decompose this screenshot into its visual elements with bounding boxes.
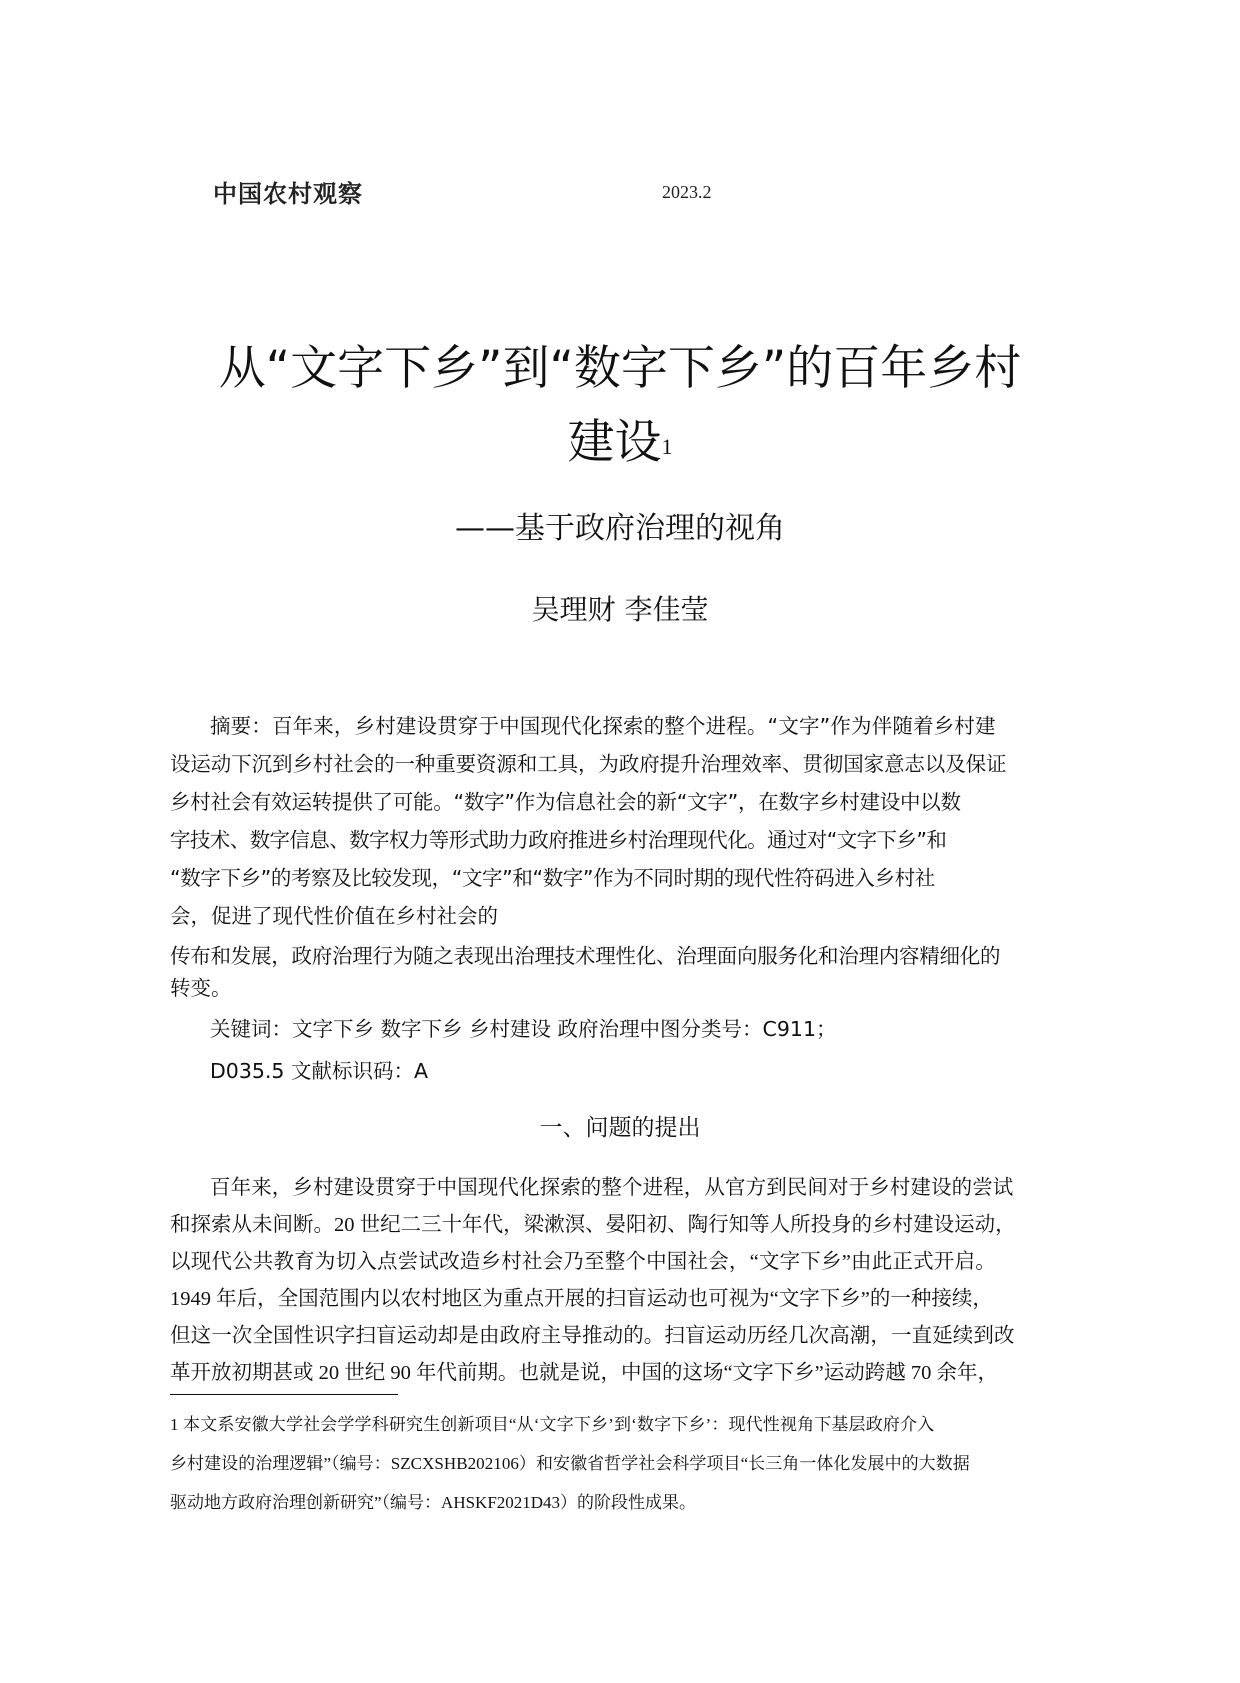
abstract-line: 字技术、数字信息、数字权力等形式助力政府推进乡村治理现代化。通过对“文字下乡”和 bbox=[170, 828, 947, 852]
journal-logo: 中国农村观察 bbox=[213, 180, 363, 208]
issue-number: 2023.2 bbox=[662, 182, 712, 202]
footnote-line: 驱动地方政府治理创新研究”（编号：AHSKF2021D43）的阶段性成果。 bbox=[170, 1493, 697, 1512]
abstract-line: 传布和发展，政府治理行为随之表现出治理技术理性化、治理面向服务化和治理内容精细化的 bbox=[170, 944, 1001, 968]
article-title-line2 bbox=[100, 412, 1140, 474]
article-title-line1: 从“文字下乡”到“数字下乡”的百年乡村 bbox=[218, 341, 1022, 396]
classification-line: D035.5 文献标识码：A bbox=[210, 1059, 429, 1083]
body-line: 以现代公共教育为切入点尝试改造乡村社会乃至整个中国社会，“文字下乡”由此正式开启。 bbox=[170, 1251, 996, 1273]
body-line: 和探索从未间断。20 世纪二三十年代，梁漱溟、晏阳初、陶行知等人所投身的乡村建设运动， bbox=[170, 1214, 1016, 1236]
article-subtitle: ——基于政府治理的视角 bbox=[455, 511, 785, 546]
abstract-line: 会，促进了现代性价值在乡村社会的 bbox=[170, 904, 498, 928]
abstract-line: 设运动下沉到乡村社会的一种重要资源和工具，为政府提升治理效率、贯彻国家意志以及保证 bbox=[170, 752, 1007, 776]
body-line: 革开放初期甚或 20 世纪 90 年代前期。也就是说，中国的这场“文字下乡”运动跨越 70 余年， bbox=[170, 1362, 998, 1384]
footnote-line: 乡村建设的治理逻辑”（编号：SZCXSHB202106）和安徽省哲学社会科学项目“长三角一体化发展中的大数据 bbox=[170, 1454, 970, 1473]
abstract-line: 转变。 bbox=[170, 976, 232, 1000]
footnote-divider bbox=[170, 1394, 398, 1395]
body-line: 但这一次全国性识字扫盲运动却是由政府主导推动的。扫盲运动历经几次高潮，一直延续到改 bbox=[170, 1325, 1015, 1347]
footnote-line: 1 本文系安徽大学社会学学科研究生创新项目“从‘文字下乡’到‘数字下乡’：现代性视角下基层政府介入 bbox=[170, 1415, 935, 1434]
article-title-text: 建设 bbox=[567, 415, 662, 470]
keywords-line: 关键词：文字下乡 数字下乡 乡村建设 政府治理中图分类号：C911； bbox=[210, 1017, 837, 1041]
abstract-line: 摘要：百年来，乡村建设贯穿于中国现代化探索的整个进程。“文字”作为伴随着乡村建 bbox=[210, 714, 996, 738]
body-line: 百年来，乡村建设贯穿于中国现代化探索的整个进程，从官方到民间对于乡村建设的尝试 bbox=[210, 1177, 1014, 1199]
title-footnote-mark[interactable]: 1 bbox=[661, 434, 673, 459]
article-authors: 吴理财 李佳莹 bbox=[531, 593, 709, 626]
section-heading: 一、问题的提出 bbox=[539, 1115, 701, 1141]
body-line: 1949 年后，全国范围内以农村地区为重点开展的扫盲运动也可视为“文字下乡”的一种接续， bbox=[170, 1288, 993, 1310]
abstract-line: “数字下乡”的考察及比较发现，“文字”和“数字”作为不同时期的现代性符码进入乡村社 bbox=[170, 866, 935, 890]
abstract-line: 乡村社会有效运转提供了可能。“数字”作为信息社会的新“文字”，在数字乡村建设中以数 bbox=[170, 790, 961, 814]
